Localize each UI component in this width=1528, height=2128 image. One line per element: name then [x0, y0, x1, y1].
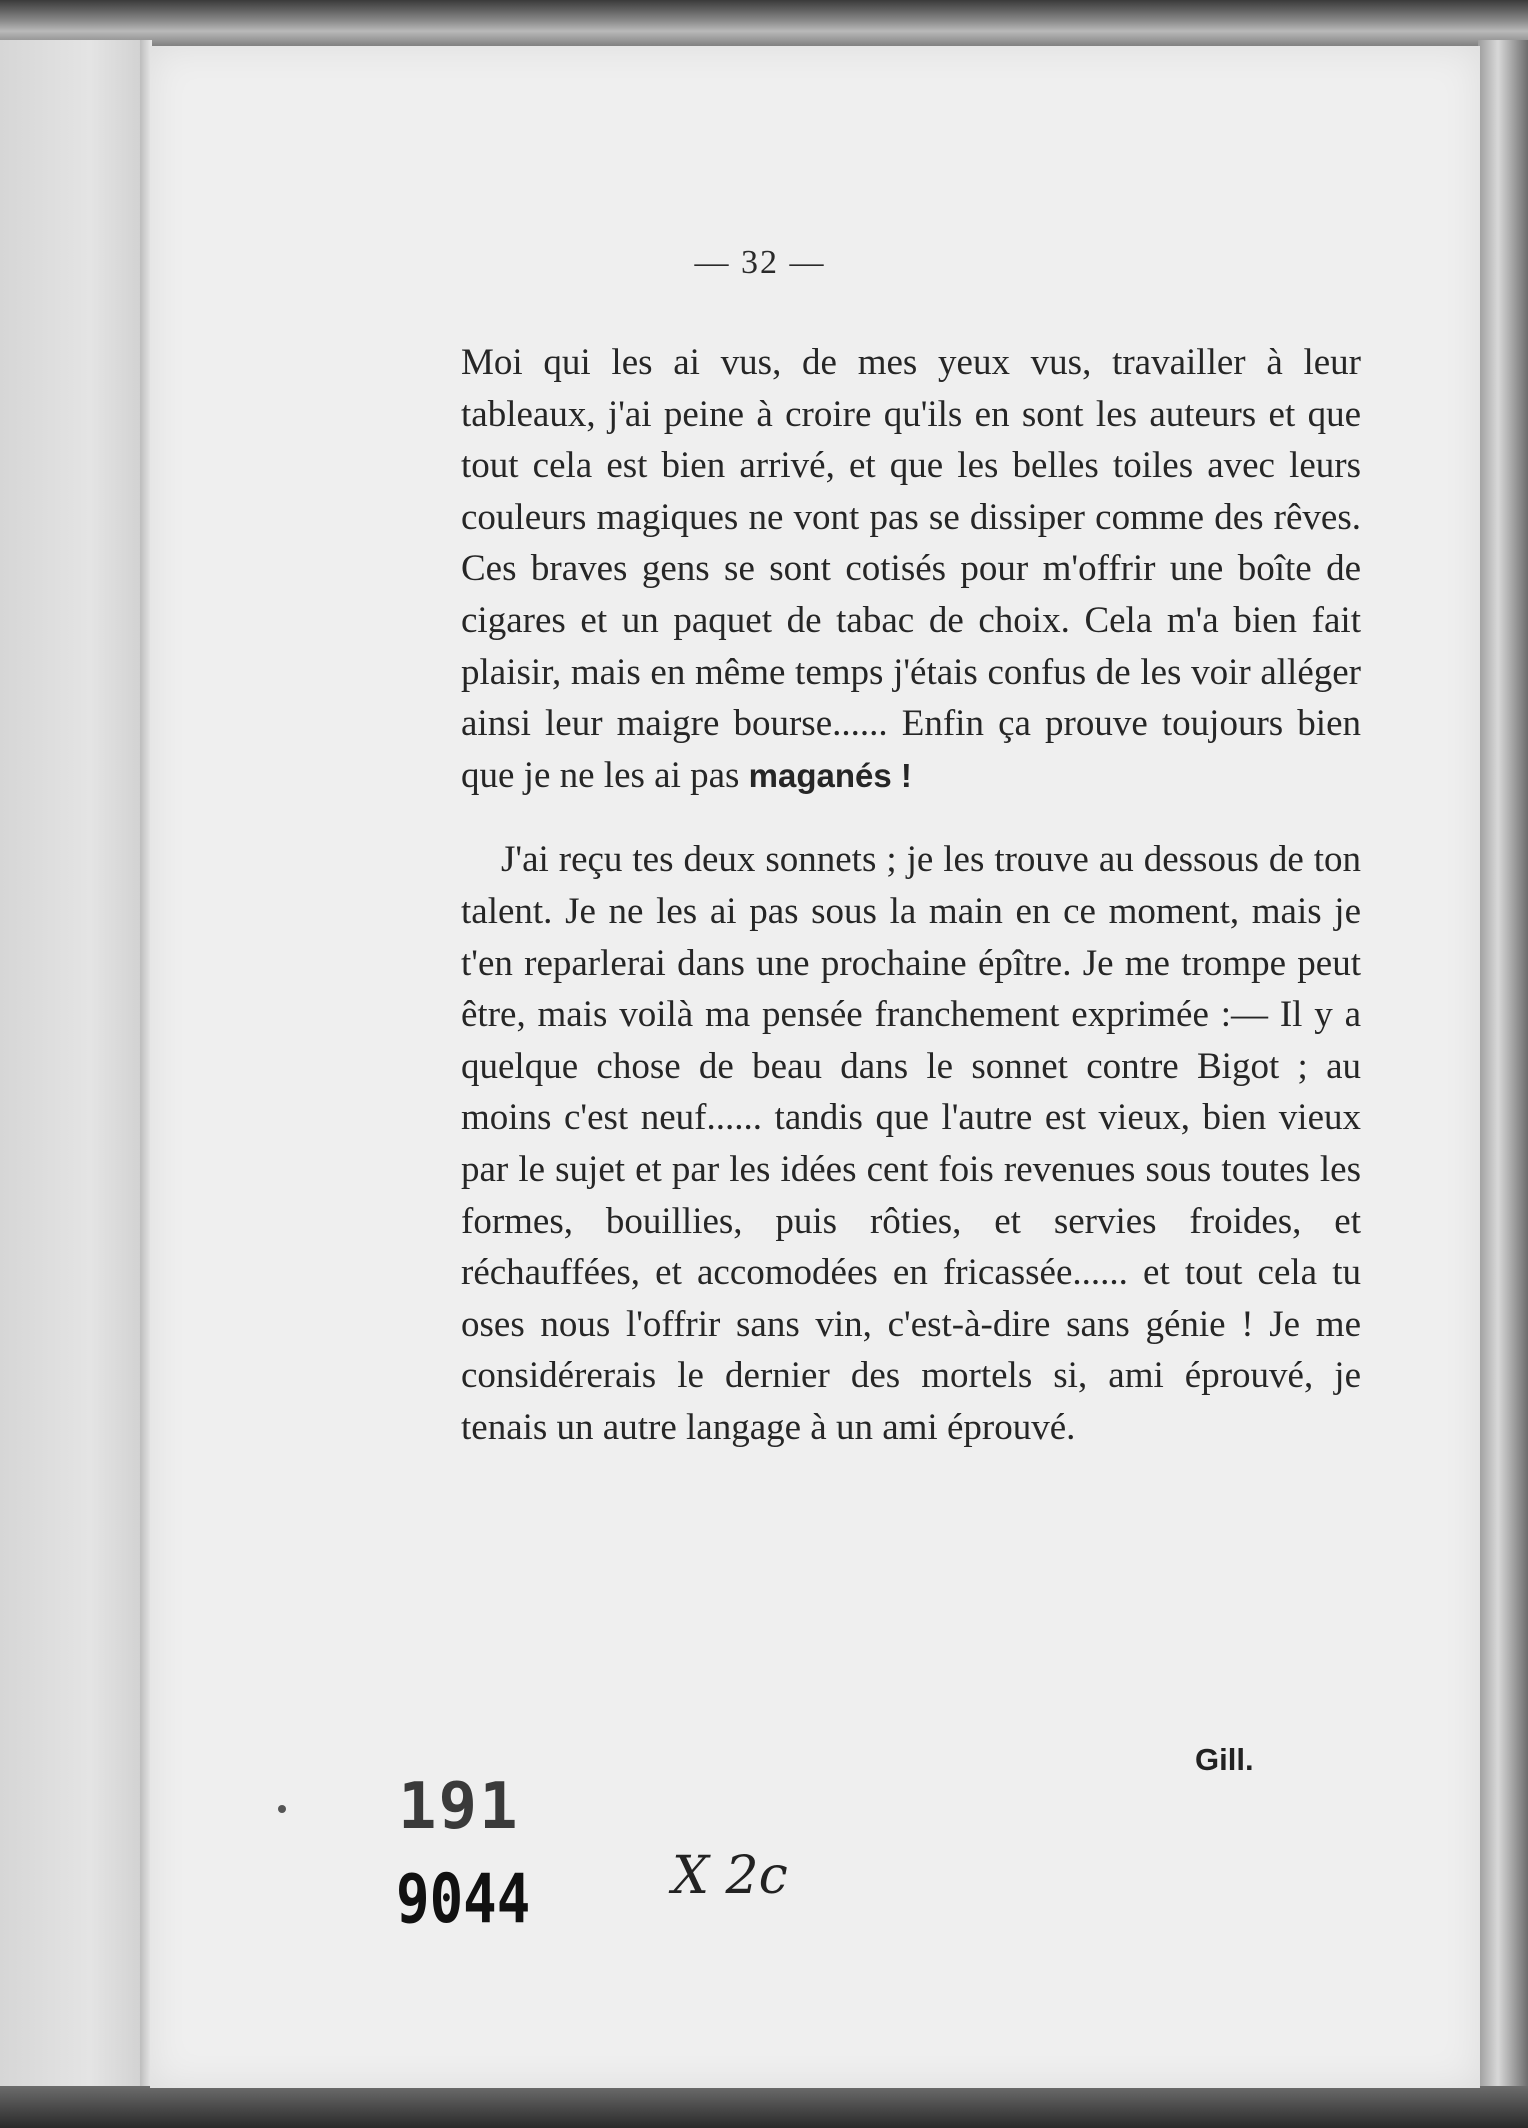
scanner-top-edge [0, 0, 1528, 52]
book-cover-right [1478, 40, 1528, 2090]
paragraph-2: J'ai reçu tes deux sonnets ; je les trouve au dessous de ton talent. Je ne les ai pas sous la main en ce moment, mais je t'en reparlerai dans une prochaine épître. Je me trompe peut être, mais voilà ma pensée franchement exprimée :— Il y a quelque chose de beau dans le sonnet contre Bigot ; au moins c'est neuf...... tandis que l'autre est vieux, bien vieux par le sujet et par les idées cent fois revenues sous toutes les formes, bouillies, puis rôties, et servies froides, et réchauffées, et accomodées en fricassée...... et tout cela tu oses nous l'offrir sans vin, c'est-à-dire sans génie ! Je me considérerais le dernier des mortels si, ami éprouvé, je tenais un autre langage à un ami éprouvé. [461, 839, 1361, 1448]
ink-dot-mark [278, 1805, 286, 1813]
page-number: — 32 — [694, 244, 826, 281]
paragraph-1 [461, 337, 1361, 801]
library-stamp-number: 191 [398, 1770, 520, 1844]
body-text [461, 337, 1361, 1453]
emphasized-word: maganés ! [748, 756, 912, 794]
signature: Gill. [1195, 1742, 1254, 1777]
book-cover-left [0, 40, 150, 2090]
scanner-bottom-edge [0, 2086, 1528, 2128]
handwritten-annotation: X 2c [672, 1846, 788, 1906]
paragraph-1-text: Moi qui les ai vus, de mes yeux vus, travailler à leur tableaux, j'ai peine à croire qu'ils en sont les auteurs et que tout cela est bien arrivé, et que les belles toiles avec leurs couleurs magiques ne vont pas se dissiper comme des rêves. Ces braves gens se sont cotisés pour m'offrir une boîte de cigares et un paquet de tabac de choix. Cela m'a bien fait plaisir, mais en même temps j'étais confus de les voir alléger ainsi leur maigre bourse...... Enfin ça prouve toujours bien que je ne les ai pas [461, 342, 1361, 796]
library-stamp-code: 9044 [396, 1860, 531, 1939]
